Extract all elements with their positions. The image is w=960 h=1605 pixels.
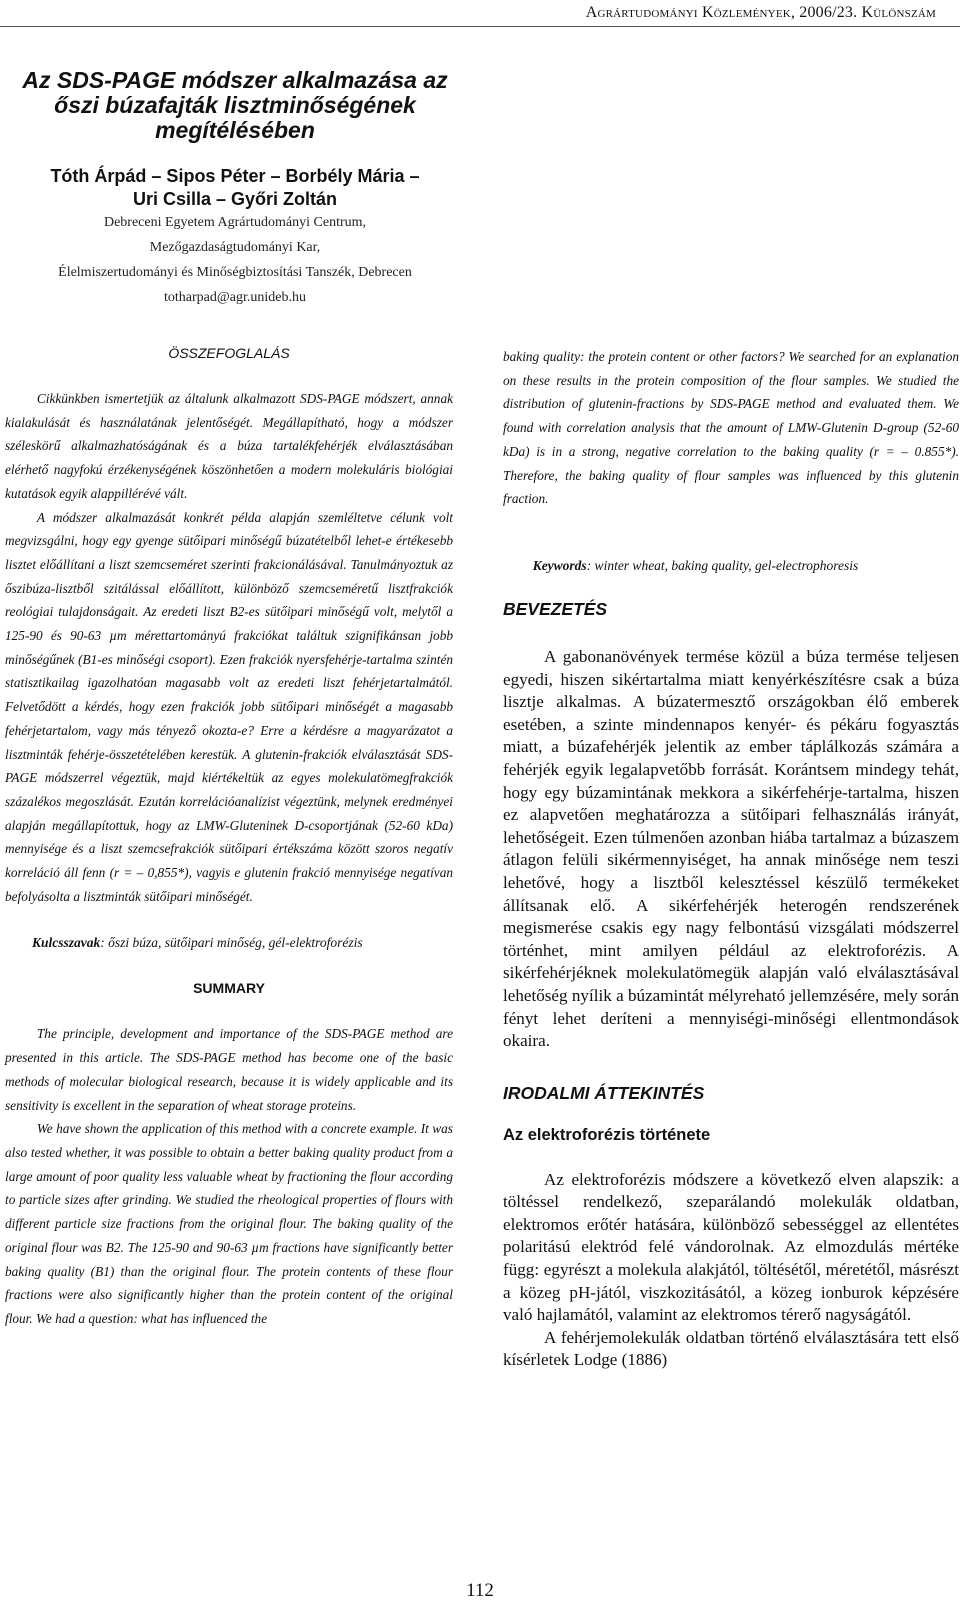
title-line: megítélésében [155,117,315,143]
keywords [503,555,959,577]
keywords-label: Keywords [532,558,587,573]
header-rule [0,26,960,27]
authors [0,165,470,211]
author-email[interactable]: totharpad@agr.unideb.hu [164,290,306,305]
right-column [503,345,959,1372]
keywords-label: Kulcsszavak [32,935,101,951]
authors-line: Tóth Árpád – Sipos Péter – Borbély Mária – [50,166,420,186]
subsection-heading: Az elektroforézis története [503,1125,711,1144]
authors-line: Uri Csilla – Győri Zoltán [132,189,338,209]
article-title [0,68,470,143]
keywords-text: : őszi búza, sütőipari minőség, gél-elektroforézis [100,935,363,951]
journal-header-text: Agrártudományi Közlemények, 2006/23. Különszám [585,4,936,21]
review-paragraph: A fehérjemolekulák oldatban történő elválasztására tett első kísérletek Lodge (1886) [503,1327,959,1370]
section-heading-intro: BEVEZETÉS [503,599,608,619]
page-number: 112 [466,1580,494,1601]
left-column [5,345,453,1331]
affiliation-line: Debreceni Egyetem Agrártudományi Centrum, [103,215,367,230]
title-line: őszi búzafajták lisztminőségének [54,92,416,118]
abstract-paragraph: Cikkünkben ismertetjük az általunk alkalmazott SDS-PAGE módszert, annak kialakulását és használatának jelentőségét. Megállapítható, hogy a módszer széleskörű alkalmazhatóságának és a búza tartalékfehérjék elválasztásában elérhető nagyfokú érzékenységének köszönhetően a modern molekuláris biológiai kutatások egyik alappillérévé vált. [5,391,453,501]
journal-header [586,4,936,22]
summary-continuation: baking quality: the protein content or other factors? We searched for an explanation on these results in the protein composition of the flour samples. We studied the distribution of glutenin-fractions by SDS-PAGE method and evaluated them. We found with correlation analysis that the amount of LMW-Glutenin D-group (52-60 kDa) is in a strong, negative correlation to the baking quality (r = – 0.855*). Therefore, the baking quality of flour samples was influenced by this glutenin fraction. [503,349,959,507]
review-paragraph: Az elektroforézis módszere a következő elven alapszik: a töltéssel rendelkező, szeparálandó molekulák oldatban, elektromos erőtér hatására, különböző sebességgel az ellentétes polaritású elektród felé vándorolnak. Az elmozdulás mértéke függ: egyrészt a molekula alakjától, töltésétől, méretétől, másrészt a közeg pH-jától, viszkozitásától, a közeg ionburok képzésére való hajlamától, valamint az elektromos térerő nagyságától. [503,1169,959,1325]
summary-paragraph: The principle, development and importance of the SDS-PAGE method are presented in this article. The SDS-PAGE method has become one of the basic methods of molecular biological research, because it is widely applicable and its sensitivity is excellent in the separation of wheat storage proteins. [5,1026,453,1113]
abstract-keywords [5,932,453,954]
section-heading-review: IRODALMI ÁTTEKINTÉS [503,1082,705,1103]
affiliation [0,210,470,310]
keywords-text: : winter wheat, baking quality, gel-electrophoresis [586,558,859,573]
intro-paragraph: A gabonanövények termése közül a búza termése teljesen egyedi, hiszen sikértartalma miatt kenyérkészítésre csak a búza lisztje alkalmas. A búzatermesztő országokban élő emberek esetében, a szinte mindennapos kenyér- és pékáru fogyasztás miatt, a búzafehérjék jelentik az ember táplálkozás számára a fehérjék egyik legalapvetőbb forrását. Korántsem mindegy tehát, hogy egy búzamintának mekkora a sikérfehérje-tartalma, hiszen ez alapvetően meghatározza a sütőipari felhasználás irányát, lehetőségeit. Ezen túlmenően azonban hiába tartalmaz a búzaszem átlagon felüli sikérmennyiséget, ha annak minősége nem teszi lehetővé, hogy a lisztből kelesztéssel készülő termékeket állítsanak elő. A sikérfehérjék heterogén rendszerének megismerése csakis egy nagy felbontású vizsgálati módszerrel történhet, mint amilyen például az elektroforézis. A sikérfehérjéknek molekulatömegük alapján való elválasztásával lehetőség nyílik a búzamintát mélyreható jellemzésére, mely során fényt lehet deríteni a mennyiségi-minőségi ellentmondások okaira. [503,647,959,1051]
summary-heading: SUMMARY [193,980,265,997]
summary-paragraph: We have shown the application of this method with a concrete example. It was also tested whether, it was possible to obtain a better baking quality product from a large amount of poor quality less valuable wheat by fractioning the flour according to particle sizes after grinding. We studied the rheological properties of flours with different particle size fractions from the original flour. The baking quality of the original flour was B2. The 125-90 and 90-63 µm fractions have significantly better baking quality (B1) than the original flour. The protein contents of these flour fractions were also significantly higher than the protein content of the original flour. We had a question: what has influenced the [5,1121,453,1326]
abstract-heading: ÖSSZEFOGLALÁS [168,345,290,361]
affiliation-line: Élelmiszertudományi és Minőségbiztosítási Tanszék, Debrecen [58,265,412,280]
title-line: Az SDS-PAGE módszer alkalmazása az [22,67,448,93]
affiliation-line: Mezőgazdaságtudományi Kar, [149,240,321,255]
abstract-paragraph: A módszer alkalmazását konkrét példa alapján szemléltetve célunk volt megvizsgálni, hogy egy gyenge sütőipari minőségű búzatételből lehet-e értékesebb lisztet előállítani a liszt szemcseméret szerinti frakcionálásával. Tanulmányoztuk az őszibúza-lisztből szitálással előállított, különböző szemcseméretű lisztfrakciók reológiai tulajdonságait. Az eredeti liszt B2-es sütőipari minőségű volt, melytől a 125-90 és 90-63 µm mérettartományú frakciókat találtuk szignifikánsan jobb minőségűnek (B1-es minőségi csoport). Ezen frakciók nyersfehérje-tartalma szintén statisztikailag igazolhatóan magasabb volt az eredeti liszt fehérjetartalmától. Felvetődött a kérdés, hogy ezen frakciók jobb sütőipari minőségét a magasabb fehérjetartalom, vagy más tényező okozta-e? Erre a kérdésre a magyarázatot a lisztminták fehérje-összetételében kerestük. A glutenin-frakciók elválasztását SDS-PAGE módszerrel végeztük, majd kiértékeltük az egyes molekulatömegfrakciók százalékos megoszlását. Ezután korrelációanalízist végeztünk, melynek eredményei alapján megállapítottuk, hogy az LMW-Gluteninek D-csoportjának (52-60 kDa) mennyisége és a liszt szemcsefrakciók sütőipari értékszáma között szoros negatív korreláció áll fenn (r = – 0,855*), vagyis e glutenin frakció mennyisége negatívan befolyásolta a lisztminták sütőipari minőségét. [5,509,453,904]
